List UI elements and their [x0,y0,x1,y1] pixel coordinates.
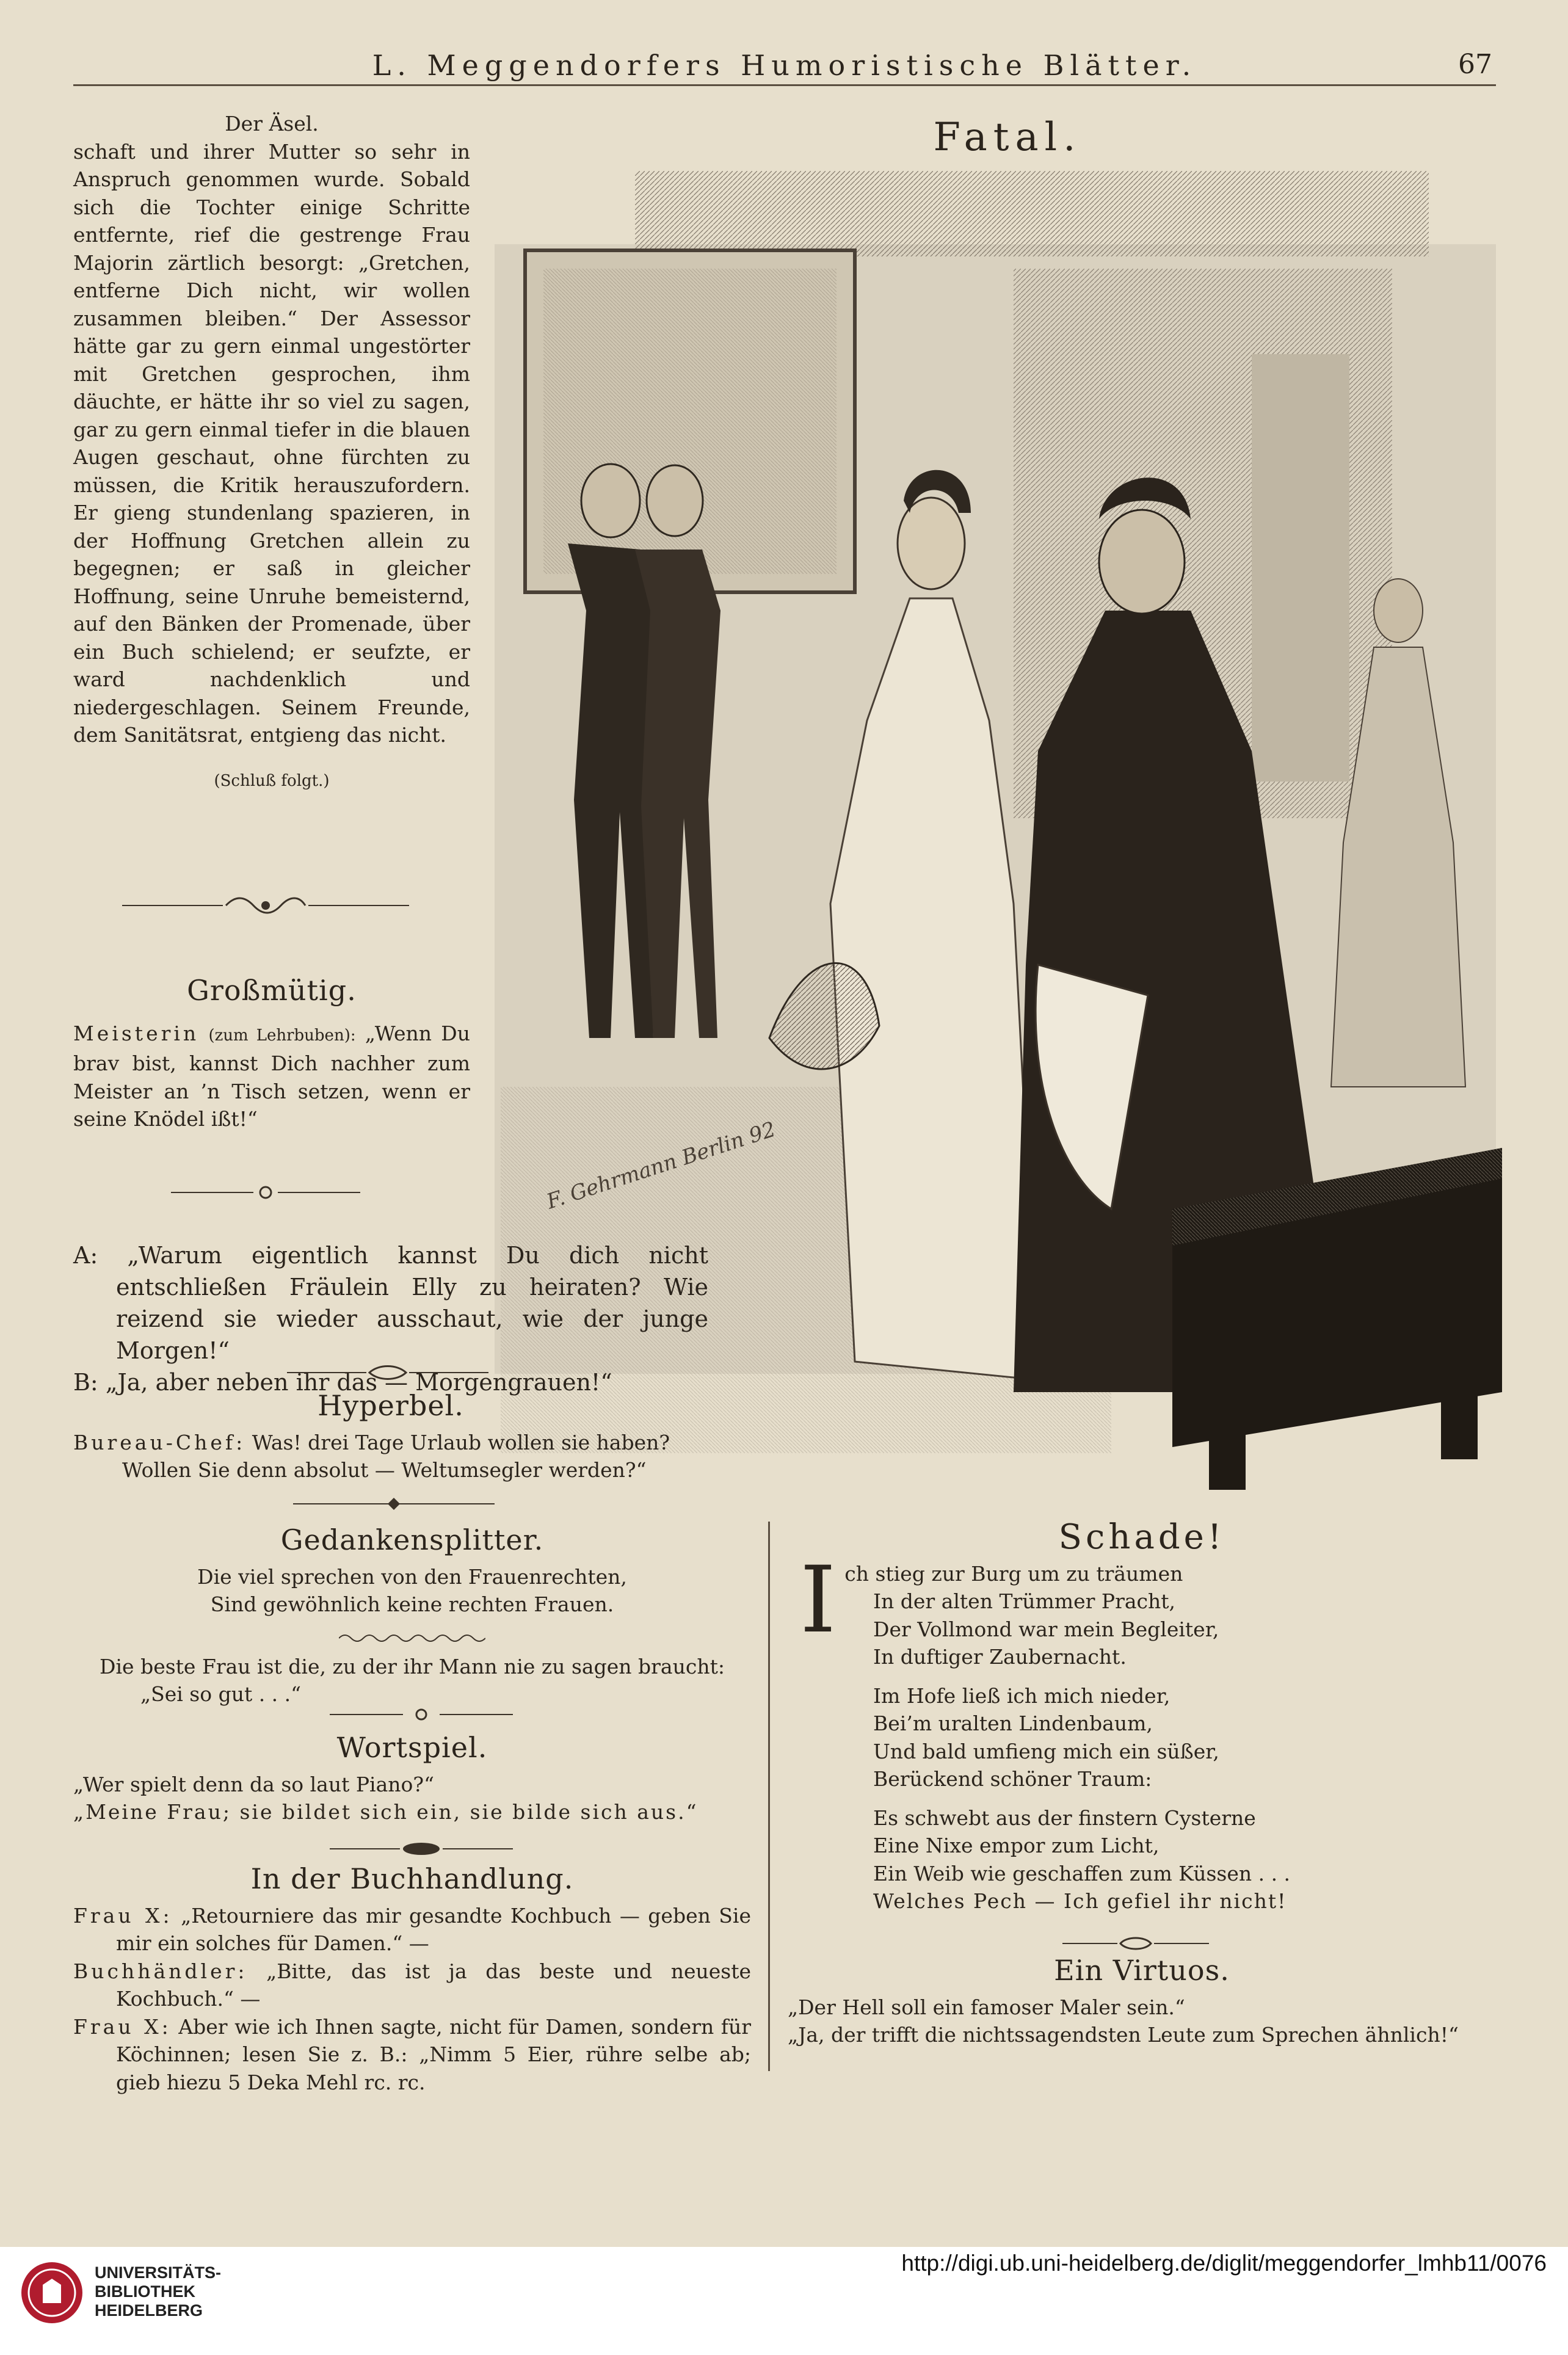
library-name-line3: HEIDELBERG [95,2301,203,2320]
divider-1 [287,1362,488,1384]
poem-dropcap: I [800,1547,837,1653]
fatal-line-a [73,1239,708,1366]
virtuos-section [788,1954,1496,2049]
library-name-line2: BIBLIOTHEK [95,2282,195,2301]
hyperbel-title: Hyperbel. [318,1389,464,1422]
wortspiel-line2: „Meine Frau; sie bildet sich ein, sie bilde sich aus.“ [73,1800,699,1824]
poem-line: Bei’m uralten Lindenbaum, [873,1711,1153,1735]
grossmuetig-speaker: Meisterin [73,1021,200,1045]
buchhandlung-title: In der Buchhandlung. [250,1862,574,1895]
poem [788,1547,1496,1915]
buchhandlung-line2 [73,1958,751,2013]
gedanken-text2: Die beste Frau ist die, zu der ihr Mann nie zu sagen braucht: [100,1654,725,1678]
buchhandlung-text1: „Retourniere das mir gesandte Kochbuch — geben Sie mir ein solches für Damen.“ — [116,1903,751,1955]
small-divider [171,1181,360,1203]
journal-title: L. Meggendorfers Humoristische Blätter. [372,49,1197,82]
buchhandlung-section [73,1862,751,2096]
column-divider [768,1522,770,2071]
poem-line: In duftiger Zaubernacht. [873,1645,1127,1669]
gedanken-text1-line2: Sind gewöhnlich keine rechten Frauen. [210,1592,614,1616]
divider-4 [330,1838,513,1860]
wortspiel-line1: „Wer spielt denn da so laut Piano?“ [73,1772,434,1796]
hyperbel-speaker: Bureau-Chef: [73,1430,246,1454]
story-title: Der Äsel. [225,112,319,136]
poem-line: In der alten Trümmer Pracht, [873,1589,1176,1613]
divider-2 [293,1493,495,1515]
wortspiel-section [73,1731,751,1826]
grossmuetig-title: Großmütig. [187,974,357,1007]
speaker-b-text: „Ja, aber neben ihr das — Morgengrauen!“ [105,1369,612,1396]
gedanken-section [73,1523,751,1708]
story-column [73,110,470,795]
grossmuetig-quote: „Wenn Du brav bist, kannst Dich nachher zum Meister an ’n Tisch setzen, wenn er seine Knödel ißt!“ [73,1021,470,1131]
grossmuetig-text [73,1020,470,1133]
schade-section [788,1517,1496,1915]
poem-line: Ein Weib wie geschaffen zum Küssen . . . [873,1861,1291,1885]
virtuos-line2: „Ja, der trifft die nichtssagendsten Leute zum Sprechen ähnlich!“ [788,2023,1459,2047]
poem-line: Der Vollmond war mein Begleiter, [873,1617,1219,1641]
gedanken-text1-line1: Die viel sprechen von den Frauenrechten, [197,1564,627,1589]
poem-line: ch stieg zur Burg um zu träumen [844,1561,1183,1586]
library-name-line1: UNIVERSITÄTS- [95,2263,222,2282]
poem-line: Es schwebt aus der finstern Cysterne [873,1805,1256,1830]
hyperbel-line2: Wollen Sie denn absolut — Weltumsegler werden?“ [122,1458,647,1482]
hyperbel-text: Was! drei Tage Urlaub wollen sie haben? [252,1430,670,1454]
divider-3 [330,1704,513,1725]
poem-line: Welches Pech — Ich gefiel ihr nicht! [873,1889,1287,1913]
speaker-b-label: B: [73,1369,98,1396]
buchhandlung-speaker1: Frau X: [73,1903,173,1928]
gedanken-text2-quote: „Sei so gut . . .“ [140,1682,302,1706]
buchhandlung-line1 [73,1902,751,1958]
story-paragraph: schaft und ihrer Mutter so sehr in Anspruch genommen wurde. Sobald sich die Tochter einige Schritte entfernte, rief die gestrenge Frau Majorin zärtlich besorgt: „Gretchen, entferne Dich nicht, wir wollen zusammen bleiben.“ Der Assessor hätte gar zu gern einmal ungestörter mit Gretchen gesprochen, ihm däuchte, er hätte ihr so viel zu sagen, gar zu gern einmal tiefer in die blauen Augen geschaut, ohne fürchten zu müssen, die Kritik herauszufordern. Er gieng stundenlang spazieren, in der Hoffnung Gretchen allein zu begegnen; er saß in gleicher Hoffnung, seine Unruhe bemeisternd, auf den Bänken der Promenade, über ein Buch schielend; er seufzte, er ward nachdenklich und niedergeschlagen. Seinem Freunde, dem Sanitätsrat, entgieng das nicht. [73,139,470,747]
buchhandlung-speaker3: Frau X: [73,2014,172,2039]
university-seal-icon [18,2259,85,2326]
ornament-divider [122,894,409,916]
poem-line: Im Hofe ließ ich mich nieder, [873,1683,1171,1708]
gedanken-title: Gedankensplitter. [280,1523,544,1556]
buchhandlung-text3: Aber wie ich Ihnen sagte, nicht für Damen, sondern für Köchinnen; lesen Sie z. B.: „Nimm 5 Eier, rühre selbe ab; gieb hiezu 5 Deka Mehl rc. rc. [116,2014,751,2094]
buchhandlung-text2: „Bitte, das ist ja das beste und neueste Kochbuch.“ — [116,1959,751,2011]
speaker-a-label: A: [73,1242,98,1269]
speaker-a-text: „Warum eigentlich kannst Du dich nicht entschließen Fräulein Elly zu heiraten? Wie reizend sie wieder ausschaut, wie der junge Morgen!“ [116,1242,708,1364]
grossmuetig-note: (zum Lehrbuben): [208,1026,356,1045]
poem-line: Und bald umfieng mich ein süßer, [873,1739,1219,1763]
poem-line: Eine Nixe empor zum Licht, [873,1834,1160,1857]
virtuos-line1: „Der Hell soll ein famoser Maler sein.“ [788,1995,1185,2019]
buchhandlung-line3 [73,2013,751,2097]
continued-note: (Schluß folgt.) [214,771,330,790]
wortspiel-title: Wortspiel. [336,1731,488,1764]
fatal-title: Fatal. [933,115,1082,160]
virtuos-title: Ein Virtuos. [1054,1954,1230,1987]
library-name [95,2263,221,2320]
page-number: 67 [1458,49,1492,80]
hyperbel-section [73,1389,708,1484]
buchhandlung-speaker2: Buchhändler: [73,1959,248,1983]
poem-line: Berückend schöner Traum: [873,1767,1152,1791]
divider-5 [1062,1932,1209,1954]
wavy-divider [339,1632,485,1644]
hyperbel-line1 [73,1429,708,1457]
source-url-link[interactable]: http://digi.ub.uni-heidelberg.de/diglit/meggendorfer_lmhb11/0076 [901,2251,1547,2276]
schade-title: Schade! [1058,1517,1225,1557]
grossmuetig-section [73,974,470,1133]
page-header [73,48,1496,86]
artist-signature: F. Gehrmann Berlin 92 [543,1117,779,1214]
